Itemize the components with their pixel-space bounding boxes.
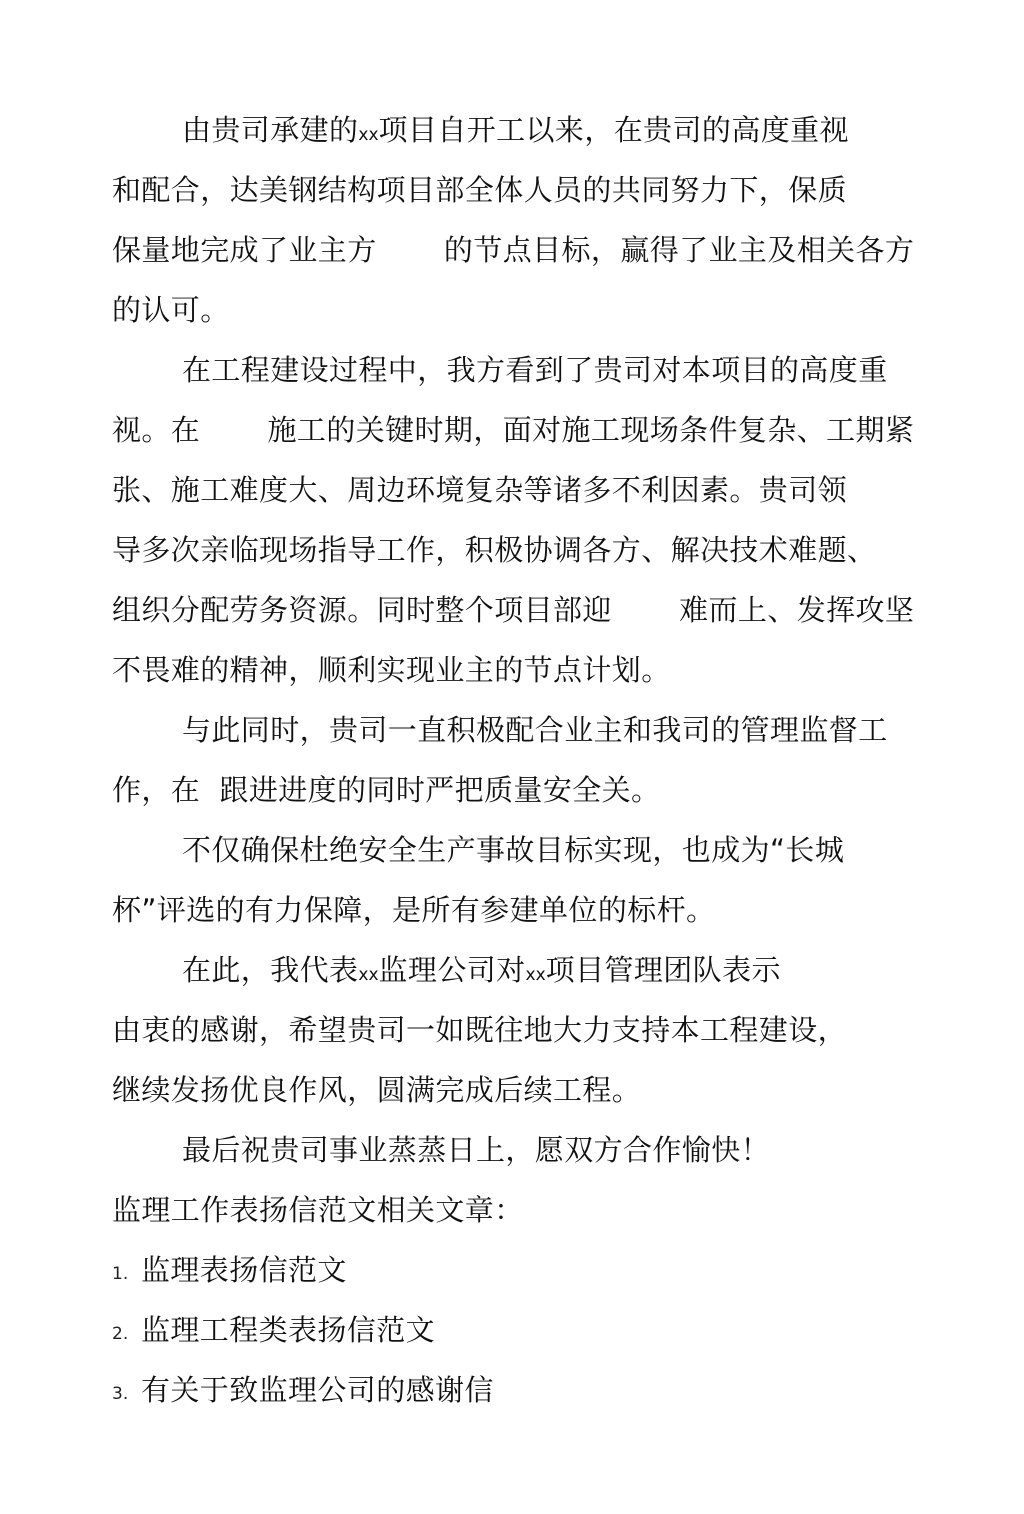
placeholder-xx: xx [525, 965, 546, 985]
paragraph-3-line-1: 与此同时，贵司一直积极配合业主和我司的管理监督工 [182, 713, 888, 747]
paragraph-1-line-3: 保量地完成了业主方 的节点目标，赢得了业主及相关各方 [112, 233, 915, 267]
paragraph-1-line-1 [182, 110, 849, 150]
paragraph-5-line-3: 继续发扬优良作风，圆满完成后续工程。 [112, 1073, 642, 1107]
related-item-number: 3. [112, 1384, 129, 1404]
closing-wish: 最后祝贵司事业蒸蒸日上，愿双方合作愉快！ [182, 1133, 771, 1167]
paragraph-2-line-3: 张、施工难度大、周边环境复杂等诸多不利因素。贵司领 [112, 473, 848, 507]
related-item-link[interactable]: 监理工程类表扬信范文 [141, 1313, 436, 1347]
paragraph-1-line-2: 和配合，达美钢结构项目部全体人员的共同努力下，保质 [112, 173, 848, 207]
paragraph-2-line-1: 在工程建设过程中，我方看到了贵司对本项目的高度重 [182, 353, 888, 387]
text-run: 项目自开工以来，在贵司的高度重视 [378, 113, 849, 147]
related-articles-heading: 监理工作表扬信范文相关文章： [112, 1193, 524, 1227]
text-run: 监理公司对 [378, 953, 526, 987]
paragraph-2-line-2: 视。在 施工的关键时期，面对施工现场条件复杂、工期紧 [112, 413, 915, 447]
placeholder-xx: xx [358, 125, 379, 145]
text-run: 由贵司承建的 [182, 113, 359, 147]
paragraph-5-line-1 [182, 950, 781, 990]
paragraph-2-line-6: 不畏难的精神，顺利实现业主的节点计划。 [112, 653, 671, 687]
text-run: 在此，我代表 [182, 953, 359, 987]
related-item-link[interactable]: 监理表扬信范文 [141, 1253, 347, 1287]
paragraph-5-line-2: 由衷的感谢，希望贵司一如既往地大力支持本工程建设， [112, 1013, 848, 1047]
related-item-link[interactable]: 有关于致监理公司的感谢信 [141, 1373, 494, 1407]
paragraph-4-line-2: 杯”评选的有力保障，是所有参建单位的标杆。 [112, 893, 716, 927]
paragraph-2-line-4: 导多次亲临现场指导工作，积极协调各方、解决技术难题、 [112, 533, 877, 567]
paragraph-2-line-5: 组织分配劳务资源。同时整个项目部迎 难而上、发挥攻坚 [112, 593, 915, 627]
paragraph-3-line-2: 作，在 跟进进度的同时严把质量安全关。 [112, 773, 661, 807]
related-item-number: 1. [112, 1264, 129, 1284]
paragraph-1-line-4: 的认可。 [112, 293, 230, 327]
related-item-number: 2. [112, 1324, 129, 1344]
text-run: 项目管理团队表示 [545, 953, 781, 987]
paragraph-4-line-1: 不仅确保杜绝安全生产事故目标实现，也成为“长城 [182, 833, 845, 867]
placeholder-xx: xx [358, 965, 379, 985]
